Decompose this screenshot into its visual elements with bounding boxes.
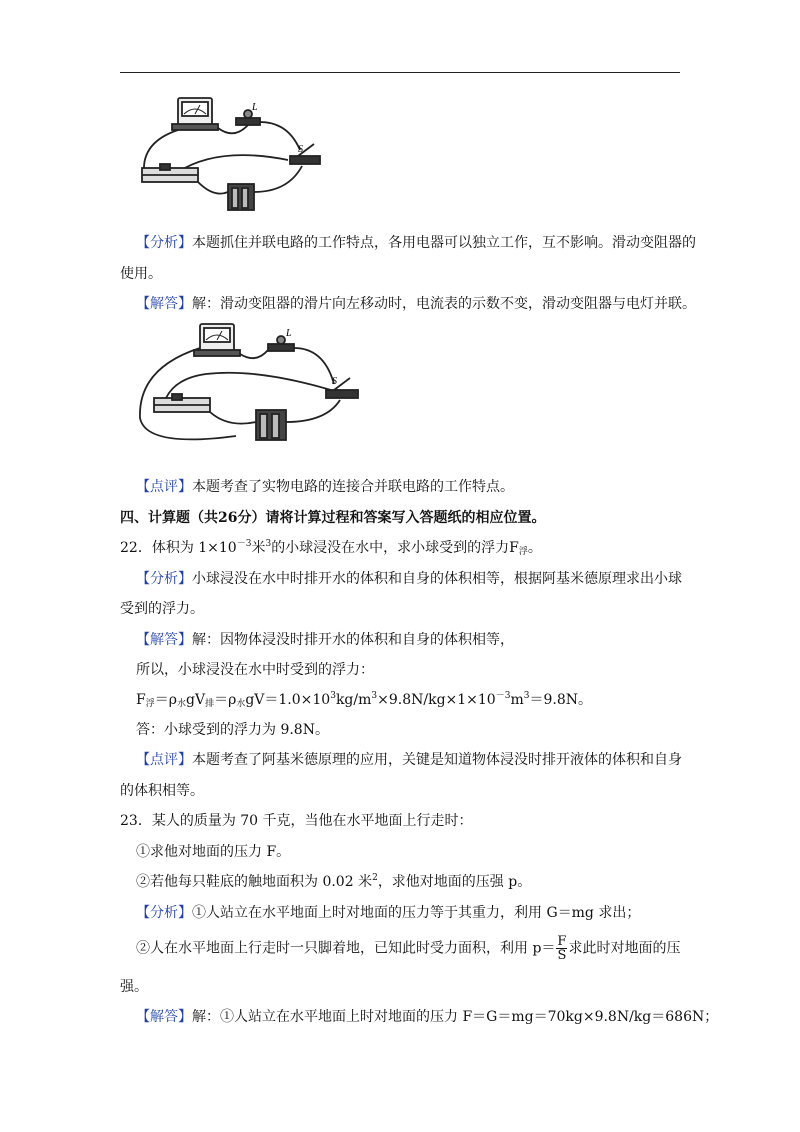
switch-label-2: S (332, 376, 337, 387)
q23-item1: ①求他对地面的压力 F。 (136, 844, 291, 860)
q22-stem (120, 538, 700, 558)
answer-text: 解：①人站立在水平地面上时对地面的压力 F＝G＝mg＝70kg×9.8N/kg＝686N； (192, 1009, 719, 1025)
comment-text: 本题考查了阿基米德原理的应用，关键是知道物体浸没时排开液体的体积和自身 (192, 752, 682, 768)
q22-answer-line2: 所以，小球浸没在水中时受到的浮力： (136, 662, 374, 678)
comment-tag: 【点评】 (136, 752, 192, 768)
analysis-tag: 【分析】 (136, 235, 192, 251)
p1: ＝ρ (154, 692, 177, 708)
q22-formula (136, 690, 716, 710)
analysis-text: 本题抓住并联电路的工作特点，各用电器可以独立工作，互不影响。滑动变阻器的 (192, 235, 696, 251)
q22-analysis-cont: 受到的浮力。 (120, 601, 204, 617)
pressure-fraction (556, 935, 567, 962)
frac-numerator: F (557, 934, 567, 949)
q21-analysis-cont: 使用。 (120, 266, 162, 282)
analysis-tag: 【分析】 (136, 905, 192, 921)
q22-answer (136, 630, 716, 650)
comment-text: 本题考查了实物电路的连接合并联电路的工作特点。 (192, 479, 514, 495)
q22-comment-cont: 的体积相等。 (120, 783, 204, 799)
q22-conclusion: 答：小球受到的浮力为 9.8N。 (136, 722, 329, 738)
p1-sub: 水 (176, 699, 186, 709)
q22-stem-exp2: 3 (265, 539, 272, 549)
q23-item2 (136, 872, 716, 892)
answer-tag: 【解答】 (136, 296, 192, 312)
p8: ＝9.8N。 (529, 692, 592, 708)
p3-sub: 水 (236, 699, 246, 709)
q22-comment (136, 750, 716, 770)
answer-text: 解：滑动变阻器的滑片向左移动时，电流表的示数不变，滑动变阻器与电灯并联。 (192, 296, 696, 312)
p4: gV＝1.0×10 (245, 692, 331, 708)
item2-a: ②若他每只鞋底的触地面积为 0.02 米 (136, 874, 373, 890)
p7: m (510, 692, 524, 708)
q22-stem-b: 米 (251, 540, 266, 556)
f-sub: 浮 (145, 699, 155, 709)
q22-stem-d: 。 (527, 540, 542, 556)
circuit-figure-2 (136, 318, 368, 458)
f-part: F (136, 692, 146, 708)
item2-b: ，求他对地面的压强 p。 (377, 874, 532, 890)
answer-tag: 【解答】 (136, 632, 192, 648)
item2-sup: 2 (372, 873, 378, 883)
q23-analysis (136, 903, 716, 923)
p2-sub: 排 (205, 699, 215, 709)
analysis-l2-a: ②人在水平地面上行走时一只脚着地，已知此时受力面积，利用 p＝ (136, 940, 556, 957)
q23-answer (136, 1007, 719, 1027)
p5: kg/m (335, 692, 372, 708)
answer-text: 解：因物体浸没时排开水的体积和自身的体积相等， (192, 632, 514, 648)
p6: ×9.8N/kg×1×10 (377, 692, 496, 708)
lamp-label-2: L (286, 328, 292, 339)
comment-tag: 【点评】 (136, 479, 192, 495)
p6-sup: －3 (495, 691, 511, 701)
q22-stem-exp: －3 (236, 539, 252, 549)
q22-analysis (136, 569, 716, 589)
analysis-tag: 【分析】 (136, 571, 192, 587)
p2: gV (185, 692, 206, 708)
switch-label: S (298, 144, 303, 155)
header-rule (120, 72, 680, 73)
q21-comment (136, 477, 716, 497)
lamp-label: L (252, 102, 258, 113)
answer-tag: 【解答】 (136, 1009, 192, 1025)
analysis-text: ①人站立在水平地面上时对地面的压力等于其重力，利用 G＝mg 求出； (192, 905, 641, 921)
frac-denominator: S (557, 948, 567, 963)
p3: ＝ρ (214, 692, 237, 708)
q21-answer (136, 294, 716, 314)
q22-stem-a: 22．体积为 1×10 (120, 540, 237, 556)
p7-sup: 3 (523, 691, 530, 701)
q22-stem-sub: 浮 (518, 547, 528, 557)
p4-sup: 3 (330, 691, 336, 701)
circuit-figure-1 (138, 92, 333, 217)
q22-stem-c: 的小球浸没在水中，求小球受到的浮力F (271, 540, 519, 556)
q23-stem: 23．某人的质量为 70 千克，当他在水平地面上行走时： (120, 813, 473, 829)
q23-analysis-line2 (136, 935, 716, 962)
section-heading: 四、计算题（共26分）请将计算过程和答案写入答题纸的相应位置。 (120, 510, 546, 526)
analysis-text: 小球浸没在水中时排开水的体积和自身的体积相等，根据阿基米德原理求出小球 (192, 571, 682, 587)
q23-analysis-cont: 强。 (120, 979, 148, 995)
analysis-l2-b: 求此时对地面的压 (568, 940, 681, 957)
p5-sup: 3 (371, 691, 378, 701)
q21-analysis (136, 233, 716, 253)
